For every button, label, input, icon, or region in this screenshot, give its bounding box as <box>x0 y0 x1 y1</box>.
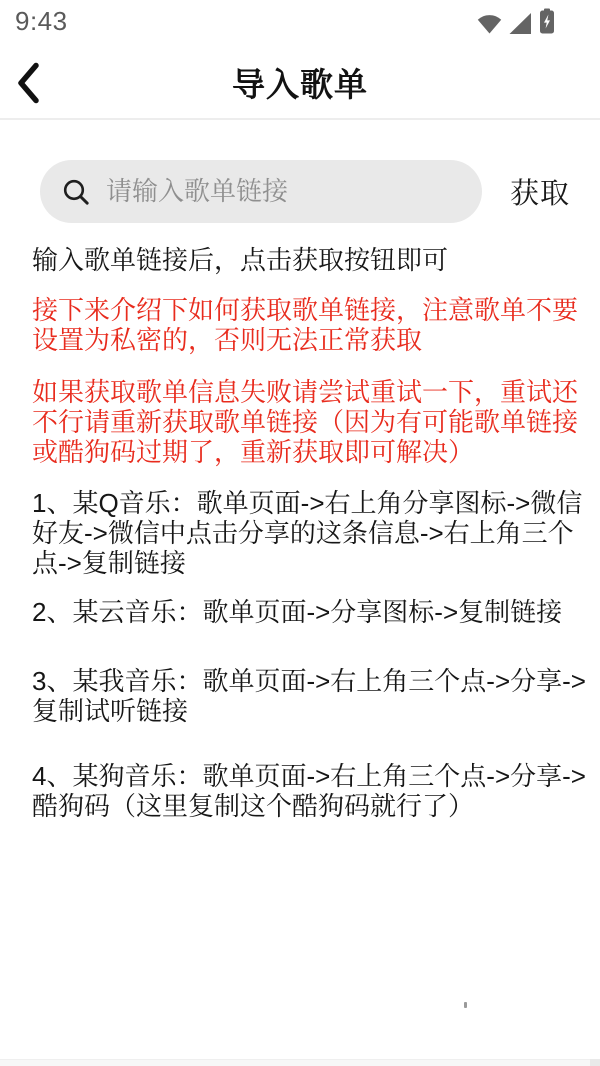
page-title: 导入歌单 <box>232 65 368 103</box>
text-line: 1、某Q音乐：歌单页面->右上角分享图标->微信 <box>32 488 583 518</box>
battery-charging-icon <box>539 8 555 34</box>
text-line: 如果获取歌单信息失败请尝试重试一下，重试还 <box>32 377 579 407</box>
status-time: 9:43 <box>15 6 68 36</box>
notice-retry <box>32 377 579 467</box>
text-line: 或酷狗码过期了，重新获取即可解决） <box>32 437 475 467</box>
text-line: 复制试听链接 <box>32 696 189 726</box>
app-bar <box>0 46 600 118</box>
instructions <box>32 245 586 821</box>
search-pill[interactable] <box>40 160 482 223</box>
bottom-corner-chip <box>590 1059 600 1066</box>
step-item-3 <box>32 666 586 726</box>
step-item-4 <box>32 761 586 821</box>
step-item-1 <box>32 488 583 578</box>
back-chevron-icon <box>14 61 42 105</box>
notice-privacy <box>32 295 579 355</box>
status-icons <box>477 8 555 34</box>
step-item-2 <box>32 597 568 627</box>
text-line: 3、某我音乐：歌单页面->右上角三个点->分享-> <box>32 666 586 696</box>
search-icon <box>61 177 91 207</box>
search-input[interactable] <box>106 176 464 207</box>
text-line: 不行请重新获取歌单链接（因为有可能歌单链接 <box>32 407 579 437</box>
header-divider <box>0 118 600 120</box>
wifi-icon <box>477 13 502 34</box>
text-line: 好友->微信中点击分享的这条信息->右上角三个 <box>32 518 574 548</box>
fetch-button[interactable]: 获取 <box>510 171 570 212</box>
text-line: 设置为私密的，否则无法正常获取 <box>32 325 423 355</box>
status-bar <box>0 0 600 46</box>
text-line: 输入歌单链接后，点击获取按钮即可 <box>32 245 449 275</box>
hint-text <box>32 245 568 275</box>
search-row <box>40 160 570 223</box>
stray-mark <box>464 1002 467 1008</box>
signal-icon <box>509 13 532 34</box>
text-line: 4、某狗音乐：歌单页面->右上角三个点->分享-> <box>32 761 586 791</box>
back-button[interactable] <box>12 59 44 107</box>
text-line: 酷狗码（这里复制这个酷狗码就行了） <box>32 791 475 821</box>
bottom-edge <box>0 1059 600 1066</box>
text-line: 2、某云音乐：歌单页面->分享图标->复制链接 <box>32 597 563 627</box>
text-line: 接下来介绍下如何获取歌单链接，注意歌单不要 <box>32 295 579 325</box>
text-line: 点->复制链接 <box>32 548 186 578</box>
